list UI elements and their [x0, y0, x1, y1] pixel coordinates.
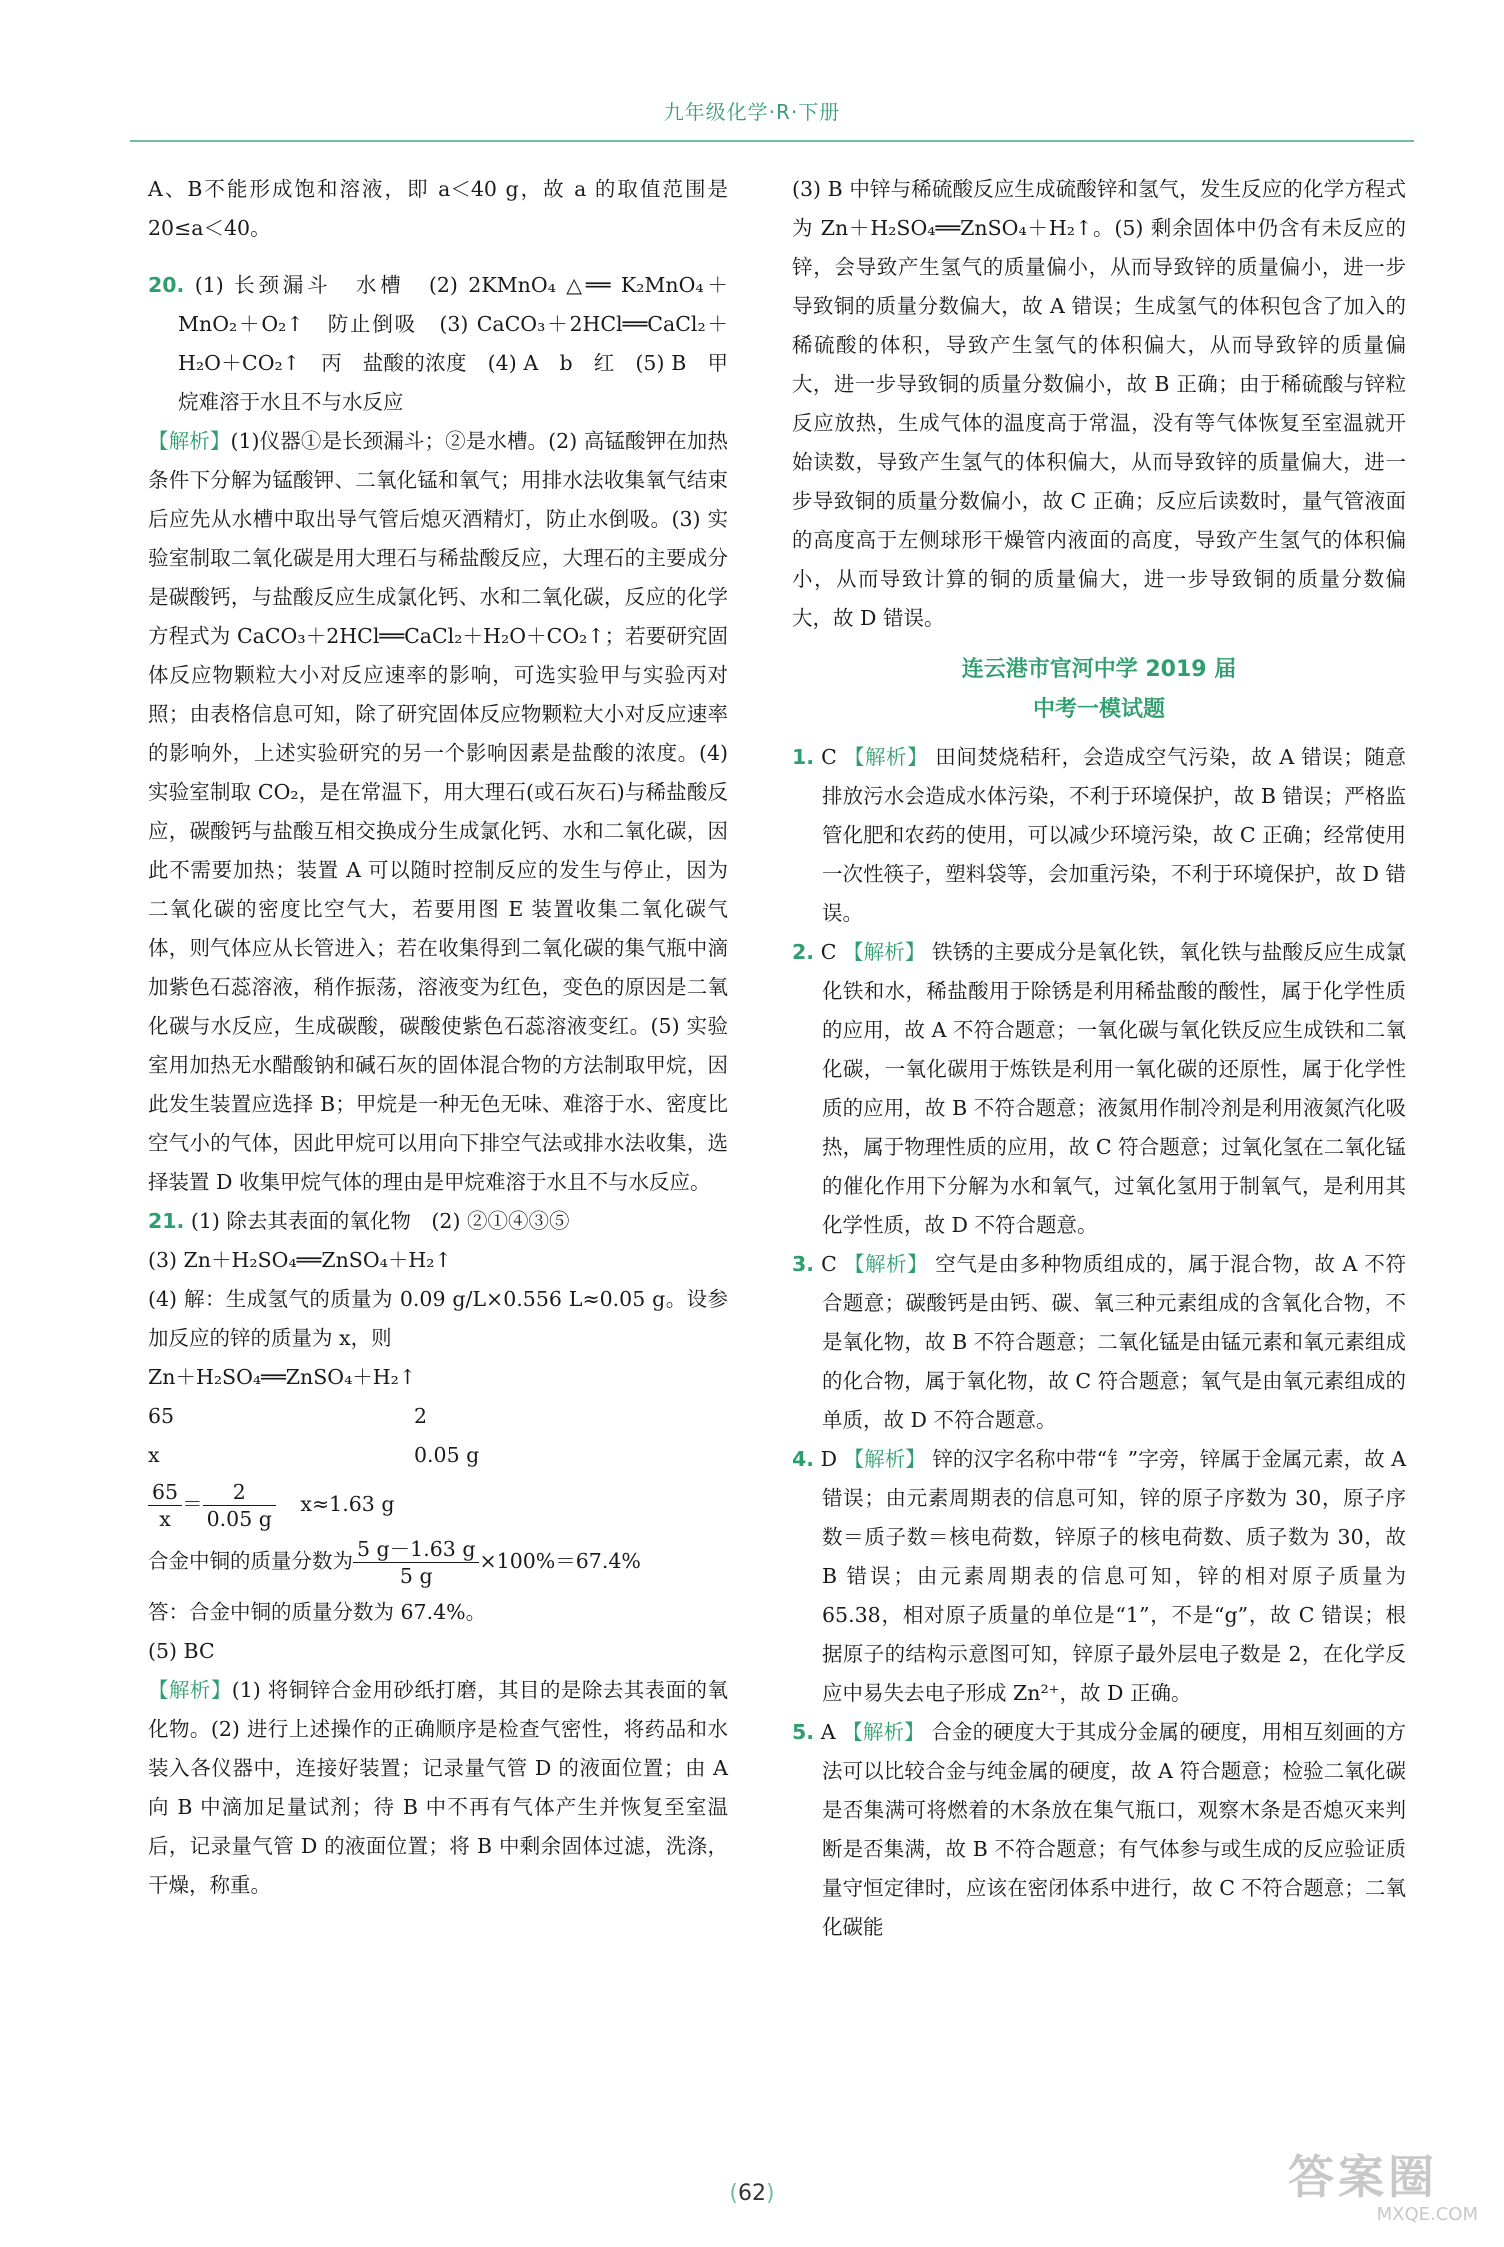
q21-line2: (3) Zn＋H₂SO₄══ZnSO₄＋H₂↑: [148, 1248, 452, 1272]
left-column: [148, 170, 728, 1905]
q21-answer-line: 答：合金中铜的质量分数为 67.4%。: [148, 1600, 487, 1624]
ratio-equation: $\frac{65}{x}$ ＝ $\frac{2}{0.05 g}$ x≈1.63 g: [148, 1479, 728, 1532]
analysis-20: [148, 422, 728, 1202]
page-header: 九年级化学·R·下册: [663, 100, 841, 124]
numerator: 65: [148, 1479, 182, 1506]
denominator: 5 g: [399, 1564, 433, 1588]
watermark-text: 答案圈: [1288, 2150, 1438, 2204]
ratio-result: x≈1.63 g: [300, 1492, 395, 1516]
question-20: [148, 266, 728, 422]
analysis-tag: 【解析】: [843, 1447, 926, 1471]
header-divider: [130, 140, 1414, 142]
question-number: 1.: [792, 745, 815, 769]
calc-value: 65: [148, 1404, 175, 1428]
watermark-url: MXQE.COM: [1376, 2204, 1478, 2225]
answer-text: (1) 长颈漏斗 水槽 (2) 2KMnO₄ △══ K₂MnO₄＋MnO₂＋O₂↑ 防止倒吸 (3) CaCO₃＋2HCl══CaCl₂＋H₂O＋CO₂↑ 丙 盐酸的浓度 (4) A b 红 (5) B 甲烷难溶于水且不与水反应: [178, 273, 728, 414]
question-number: 5.: [792, 1720, 815, 1744]
answer-text: (1) 除去其表面的氧化物 (2) ②①④③⑤: [190, 1209, 570, 1233]
question-21: [148, 1202, 728, 1905]
question-number: 21.: [148, 1209, 185, 1233]
answer-choice: A: [820, 1720, 836, 1744]
analysis-tag: 【解析】: [148, 429, 231, 453]
section-title: 连云港市官河中学 2019 届: [961, 657, 1237, 682]
analysis-tag: 【解析】: [843, 745, 929, 769]
calc-value: 0.05 g: [414, 1443, 480, 1467]
analysis-tag: 【解析】: [843, 1252, 929, 1276]
analysis-tag: 【解析】: [148, 1678, 232, 1702]
q21-line5: (5) BC: [148, 1639, 215, 1663]
section-heading: [792, 650, 1406, 730]
answer-item: [792, 1713, 1406, 1947]
numerator: 5 g－1.63 g: [353, 1536, 479, 1563]
answer-choice: C: [821, 745, 837, 769]
answer-item: [792, 738, 1406, 933]
answer-choice: C: [821, 1252, 837, 1276]
continued-text: A、B不能形成饱和溶液，即 a＜40 g，故 a 的取值范围是 20≤a＜40。: [148, 177, 728, 240]
calc-row-1: [148, 1397, 728, 1436]
fraction: [353, 1536, 479, 1589]
page-number: (62): [729, 2181, 775, 2206]
section-subtitle: 中考一模试题: [1032, 697, 1165, 722]
q21-line1: [148, 1202, 728, 1241]
denominator: x: [159, 1507, 171, 1531]
analysis-text: 空气是由多种物质组成的，属于混合物，故 A 不符合题意；碳酸钙是由钙、碳、氧三种元素组成的含氧化合物，不是氧化物，故 B 不符合题意；二氧化锰是由锰元素和氧元素组成的化合物，属于氧化物，故 C 符合题意；氧气是由氧元素组成的单质，故 D 不符合题意。: [822, 1252, 1406, 1432]
fraction: [148, 1479, 182, 1532]
question-number: 4.: [792, 1447, 815, 1471]
analysis-text: 铁锈的主要成分是氧化铁，氧化铁与盐酸反应生成氯化铁和水，稀盐酸用于除锈是利用稀盐酸的酸性，属于化学性质的应用，故 A 不符合题意；一氧化碳与氧化铁反应生成铁和二氧化碳，一氧化碳用于炼铁是利用一氧化碳的还原性，属于化学性质的应用，故 B 不符合题意；液氮用作制冷剂是利用液氮汽化吸热，属于物理性质的应用，故 C 符合题意；过氧化氢在二氧化锰的催化作用下分解为水和氧气，过氧化氢用于制氧气，是利用其化学性质，故 D 不符合题意。: [822, 940, 1407, 1237]
fraction: [203, 1479, 276, 1532]
page-number-value: 62: [738, 2181, 766, 2206]
denominator: 0.05 g: [206, 1507, 272, 1531]
analysis-text: 田间焚烧秸秆，会造成空气污染，故 A 错误；随意排放污水会造成水体污染，不利于环境保护，故 B 错误；严格监管化肥和农药的使用，可以减少环境污染，故 C 正确；经常使用一次性筷子，塑料袋等，会加重污染，不利于环境保护，故 D 错误。: [822, 745, 1406, 925]
right-column: [792, 170, 1406, 1947]
mass-fraction: [148, 1536, 728, 1589]
calc-row-2: [148, 1436, 728, 1475]
watermark-logo: [1288, 2150, 1478, 2230]
analysis-text: (1)仪器①是长颈漏斗；②是水槽。(2) 高锰酸钾在加热条件下分解为锰酸钾、二氧化锰和氧气；用排水法收集氧气结束后应先从水槽中取出导气管后熄灭酒精灯，防止水倒吸。(3) 实验室制取二氧化碳是用大理石与稀盐酸反应，大理石的主要成分是碳酸钙，与盐酸反应生成氯化钙、水和二氧化碳，反应的化学方程式为 CaCO₃＋2HCl══CaCl₂＋H₂O＋CO₂↑；若要研究固体反应物颗粒大小对反应速率的影响，可选实验甲与实验丙对照；由表格信息可知，除了研究固体反应物颗粒大小对反应速率的影响外，上述实验研究的另一个影响因素是盐酸的浓度。(4) 实验室制取 CO₂，是在常温下，用大理石(或石灰石)与稀盐酸反应，碳酸钙与盐酸互相交换成分生成氯化钙、水和二氧化碳，因此不需要加热；装置 A 可以随时控制反应的发生与停止，因为二氧化碳的密度比空气大，若要用图 E 装置收集二氧化碳气体，则气体应从长管进入；若在收集得到二氧化碳的集气瓶中滴加紫色石蕊溶液，稍作振荡，溶液变为红色，变色的原因是二氧化碳与水反应，生成碳酸，碳酸使紫色石蕊溶液变红。(5) 实验室用加热无水醋酸钠和碱石灰的固体混合物的方法制取甲烷，因此发生装置应选择 B；甲烷是一种无色无味、难溶于水、密度比空气小的气体，因此甲烷可以用向下排空气法或排水法收集，选择装置 D 收集甲烷气体的理由是甲烷难溶于水且不与水反应。: [148, 429, 729, 1194]
q21-equation: Zn＋H₂SO₄══ZnSO₄＋H₂↑: [148, 1365, 417, 1389]
calc-value: 2: [414, 1404, 428, 1428]
analysis-tag: 【解析】: [843, 940, 926, 964]
numerator: 2: [203, 1479, 276, 1506]
answer-choice: D: [820, 1447, 838, 1471]
analysis-text: 锌的汉字名称中带“钅”字旁，锌属于金属元素，故 A 错误；由元素周期表的信息可知，锌的原子序数为 30，原子序数＝质子数＝核电荷数，锌原子的核电荷数、质子数为 30，故 B 错误；由元素周期表的信息可知，锌的相对原子质量为 65.38，相对原子质量的单位是“1”，不是“g”，故 C 错误；根据原子的结构示意图可知，锌原子最外层电子数是 2，在化学反应中易失去电子形成 Zn²⁺，故 D 正确。: [822, 1447, 1406, 1705]
answer-choice: C: [820, 940, 837, 964]
analysis-tag: 【解析】: [842, 1720, 925, 1744]
q21-line3: (4) 解：生成氢气的质量为 0.09 g/L×0.556 L≈0.05 g。设参加反应的锌的质量为 x，则: [148, 1287, 728, 1350]
answer-item: [792, 1440, 1406, 1713]
mass-prefix: 合金中铜的质量分数为: [148, 1549, 353, 1573]
question-number: 2.: [792, 940, 815, 964]
analysis-text: (1) 将铜锌合金用砂纸打磨，其目的是除去其表面的氧化物。(2) 进行上述操作的正确顺序是检查气密性，将药品和水装入各仪器中，连接好装置；记录量气管 D 的液面位置；由 A 向 B 中滴加足量试剂；待 B 中不再有气体产生并恢复至室温后，记录量气管 D 的液面位置；将 B 中剩余固体过滤，洗涤，干燥，称重。: [148, 1678, 728, 1897]
mass-suffix: ×100%＝67.4%: [479, 1549, 641, 1573]
analysis-21: [148, 1671, 728, 1905]
answer-item: [792, 933, 1406, 1245]
continued-text: (3) B 中锌与稀硫酸反应生成硫酸锌和氢气，发生反应的化学方程式为 Zn＋H₂SO₄══ZnSO₄＋H₂↑。(5) 剩余固体中仍含有未反应的锌，会导致产生氢气的质量偏小，从而导致锌的质量偏小，进一步导致铜的质量分数偏大，故 A 错误；生成氢气的体积包含了加入的稀硫酸的体积，导致产生氢气的体积偏大，从而导致锌的质量偏大，进一步导致铜的质量分数偏小，故 B 正确；由于稀硫酸与锌粒反应放热，生成气体的温度高于常温，没有等气体恢复至室温就开始读数，导致产生氢气的体积偏大，从而导致锌的质量偏大，进一步导致铜的质量分数偏小，故 C 正确；反应后读数时，量气管液面的高度高于左侧球形干燥管内液面的高度，导致产生氢气的体积偏小，从而导致计算的铜的质量偏大，进一步导致铜的质量分数偏大，故 D 错误。: [792, 177, 1406, 630]
analysis-text: 合金的硬度大于其成分金属的硬度，用相互刻画的方法可以比较合金与纯金属的硬度，故 A 符合题意；检验二氧化碳是否集满可将燃着的木条放在集气瓶口，观察木条是否熄灭来判断是否集满，故 B 不符合题意；有气体参与或生成的反应验证质量守恒定律时，应该在密闭体系中进行，故 C 不符合题意；二氧化碳能: [822, 1720, 1406, 1939]
calc-value: x: [148, 1443, 160, 1467]
answer-item: [792, 1245, 1406, 1440]
question-number: 20.: [148, 273, 185, 297]
question-number: 3.: [792, 1252, 815, 1276]
